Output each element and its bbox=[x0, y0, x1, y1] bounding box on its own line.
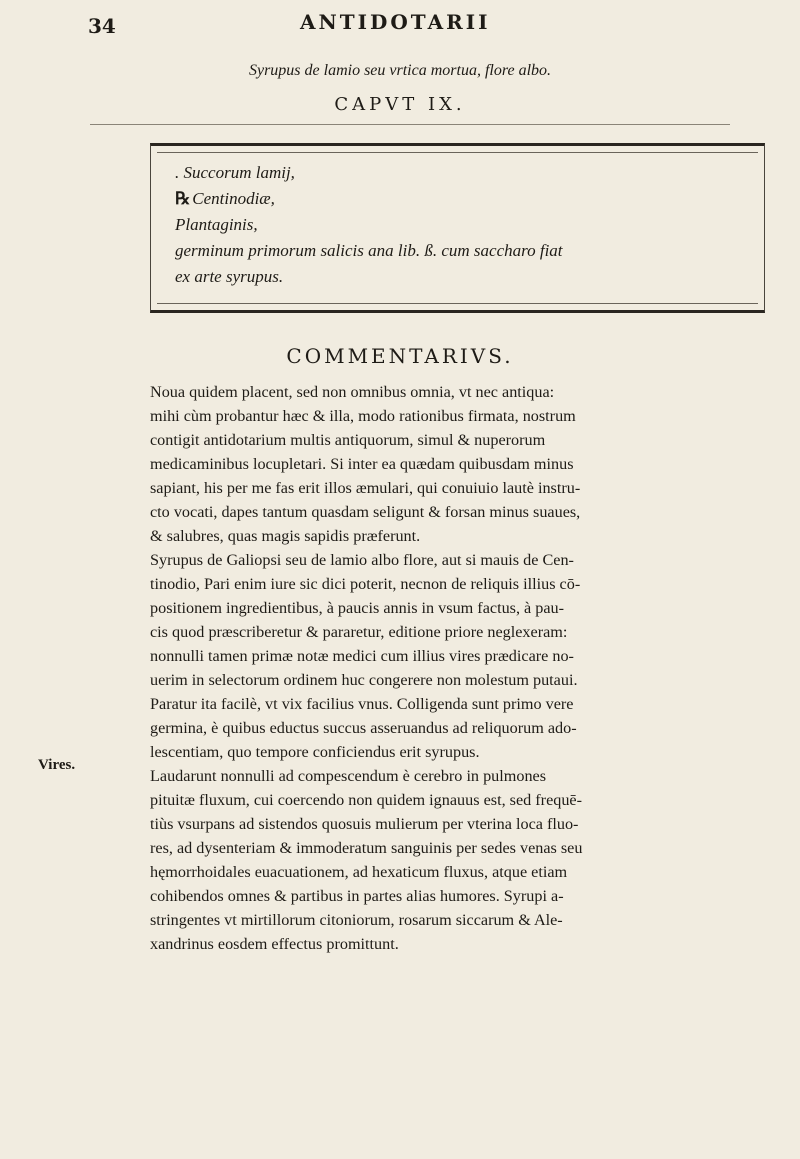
paragraph-3 bbox=[128, 764, 788, 956]
text-line: tinodio, Pari enim iure sic dici poterit, necnon de reliquis illius cō- bbox=[150, 575, 581, 593]
commentary-body bbox=[128, 380, 788, 956]
recipe-line-2 bbox=[175, 186, 754, 212]
text-line: Laudarunt nonnulli ad compescendum è cerebro in pulmones bbox=[150, 767, 547, 785]
text-line: & salubres, quas magis sapidis præferunt. bbox=[150, 527, 421, 545]
text-line: sapiant, his per me fas erit illos æmulari, qui conuiuio lautè instru- bbox=[150, 479, 581, 497]
text-line: Noua quidem placent, sed non omnibus omnia, vt nec antiqua: bbox=[150, 383, 555, 401]
text-line: hęmorrhoidales euacuationem, ad hexaticum fluxus, atque etiam bbox=[150, 863, 568, 881]
text-line: lescentiam, quo tempore conficiendus erit syrupus. bbox=[150, 743, 480, 761]
text-line: germina, è quibus eductus succus asseruandus ad reliquorum ado- bbox=[150, 719, 577, 737]
recipe-text bbox=[175, 160, 754, 290]
recipe-line-2-text: Centinodiæ, bbox=[192, 189, 275, 208]
text-line: Syrupus de Galiopsi seu de lamio albo flore, aut si mauis de Cen- bbox=[150, 551, 574, 569]
recipe-line-3: Plantaginis, bbox=[175, 215, 258, 234]
text-line: cohibendos omnes & partibus in partes alias humores. Syrupi a- bbox=[150, 887, 564, 905]
chapter-rule bbox=[90, 124, 730, 125]
rx-symbol: ℞ bbox=[175, 189, 191, 208]
text-line: nonnulli tamen primæ notæ medici cum illius vires prædicare no- bbox=[150, 647, 574, 665]
text-line: res, ad dysenteriam & immoderatum sanguinis per sedes venas seu bbox=[150, 839, 583, 857]
text-line: cis quod præscriberetur & pararetur, editione priore neglexeram: bbox=[150, 623, 568, 641]
text-line: tiùs vsurpans ad sistendos quosuis mulierum per vterina loca fluo- bbox=[150, 815, 579, 833]
text-line: stringentes vt mirtillorum citoniorum, rosarum siccarum & Ale- bbox=[150, 911, 563, 929]
commentary-heading: COMMENTARIVS. bbox=[286, 344, 514, 368]
text-line: Paratur ita facilè, vt vix facilius vnus. Colligenda sunt primo vere bbox=[150, 695, 574, 713]
recipe-line-5: ex arte syrupus. bbox=[175, 267, 284, 286]
text-line: cto vocati, dapes tantum quasdam seligunt & forsan minus suaues, bbox=[150, 503, 581, 521]
recipe-line-1: . Succorum lamij, bbox=[175, 163, 295, 182]
paragraph-2 bbox=[128, 548, 788, 764]
recipe-box bbox=[150, 143, 765, 313]
text-line: uerim in selectorum ordinem huc congerere non molestum putaui. bbox=[150, 671, 578, 689]
text-line: medicaminibus locupletari. Si inter ea quædam quibusdam minus bbox=[150, 455, 574, 473]
section-title: Syrupus de lamio seu vrtica mortua, flore albo. bbox=[248, 62, 552, 79]
text-line: positionem ingredientibus, à paucis annis in vsum factus, à pau- bbox=[150, 599, 565, 617]
text-line: pituitæ fluxum, cui coercendo non quidem ignauus est, sed frequē- bbox=[150, 791, 583, 809]
recipe-line-4: germinum primorum salicis ana lib. ß. cum saccharo fiat bbox=[175, 241, 563, 260]
text-line: mihi cùm probantur hæc & illa, modo rationibus firmata, nostrum bbox=[150, 407, 576, 425]
chapter-heading: CAPVT IX. bbox=[334, 94, 466, 115]
margin-note: Vires. bbox=[38, 757, 76, 773]
text-line: contigit antidotarium multis antiquorum, simul & nuperorum bbox=[150, 431, 546, 449]
text-line: xandrinus eosdem effectus promittunt. bbox=[150, 935, 399, 953]
running-head: ANTIDOTARII bbox=[300, 10, 491, 34]
page-number: 34 bbox=[88, 14, 116, 38]
paragraph-1 bbox=[128, 380, 788, 548]
